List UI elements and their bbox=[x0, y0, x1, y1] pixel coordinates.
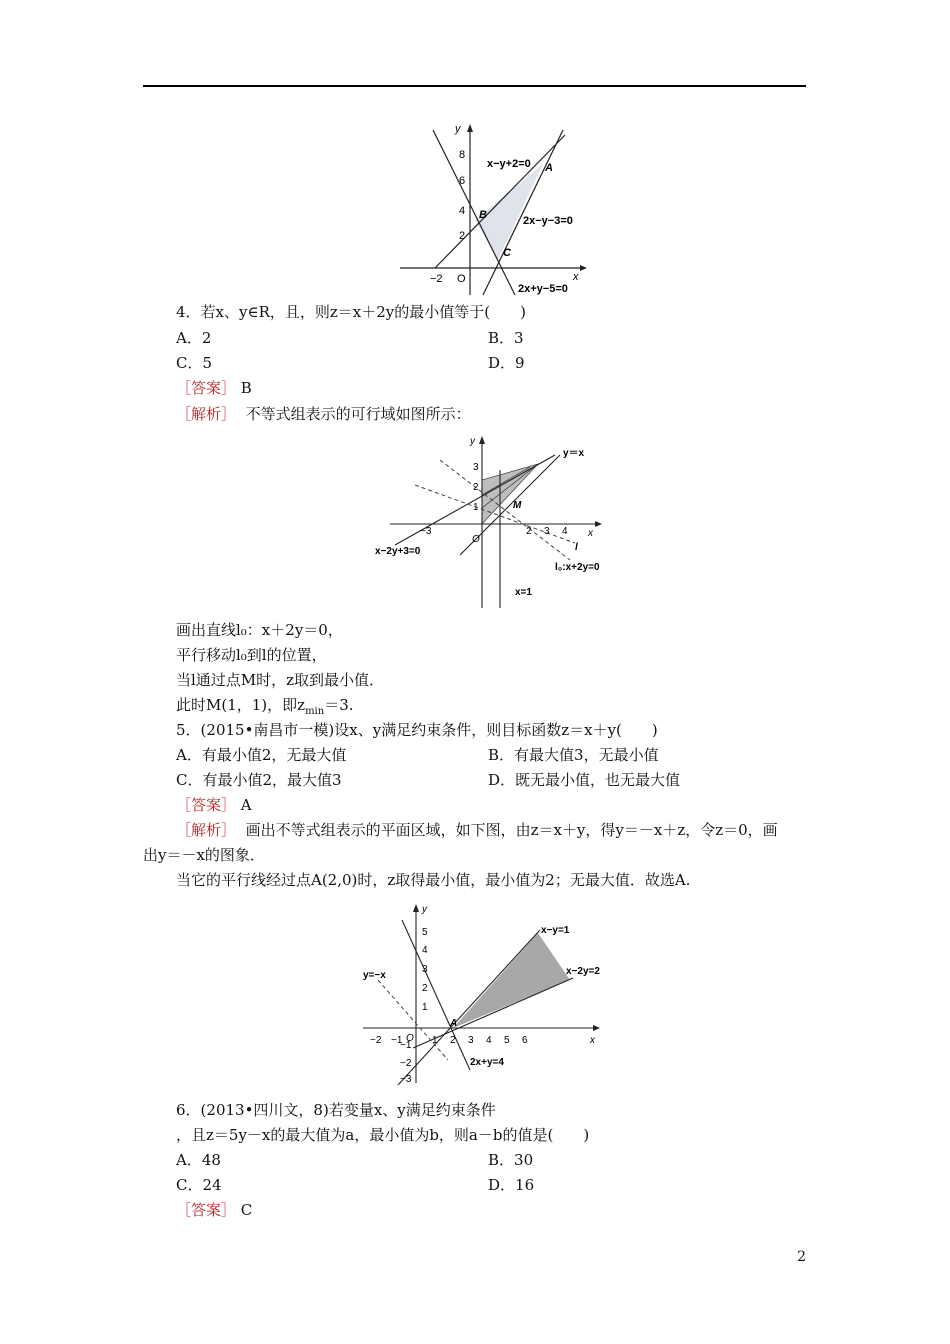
figure-2-feasible-region bbox=[370, 430, 620, 610]
fig3-label-2xy4: 2x+y=4 bbox=[470, 1057, 504, 1068]
q5-analysis-3: 当它的平行线经过点A(2,0)时，z取得最小值，最小值为2；无最大值．故选A. bbox=[176, 871, 691, 889]
fig1-tick-8: 8 bbox=[459, 149, 466, 161]
q6-option-c: C．24 bbox=[176, 1176, 222, 1194]
q5-option-d: D．既无最小值，也无最大值 bbox=[488, 771, 681, 789]
fig3-tick-y4: 4 bbox=[422, 945, 428, 956]
q6-stem-2: ，且z＝5y－x的最大值为a，最小值为b，则a－b的值是( ) bbox=[176, 1126, 590, 1144]
analysis-tag: ［解析］ bbox=[176, 821, 237, 839]
q6-option-d: D．16 bbox=[488, 1176, 535, 1194]
q4-after-4 bbox=[176, 695, 354, 722]
fig3-tick-x-neg2: −2 bbox=[370, 1035, 382, 1046]
fig3-tick-y-neg3: −3 bbox=[400, 1074, 412, 1085]
q5-option-b: B．有最大值3，无最小值 bbox=[488, 746, 659, 764]
fig3-y-label: y bbox=[422, 904, 427, 915]
fig3-tick-x5: 5 bbox=[504, 1035, 510, 1046]
fig3-line-xy1 bbox=[398, 930, 540, 1085]
fig2-label-l: l bbox=[575, 542, 578, 553]
answer-value: C bbox=[240, 1201, 253, 1219]
answer-value: B bbox=[240, 379, 252, 397]
q6-option-b: B．30 bbox=[488, 1151, 534, 1169]
q4-answer bbox=[176, 378, 252, 398]
q5-analysis-1 bbox=[176, 820, 778, 840]
fig2-origin: O bbox=[472, 534, 480, 545]
fig3-label-ynx: y=−x bbox=[363, 970, 386, 981]
fig3-label-x2y2: x−2y=2 bbox=[566, 966, 600, 977]
fig1-tick-2: 2 bbox=[459, 230, 466, 242]
q5-analysis-2: 出y＝－x的图象． bbox=[143, 846, 265, 864]
header-rule bbox=[143, 85, 806, 87]
fig1-tick-neg2: −2 bbox=[430, 273, 443, 285]
fig3-tick-x6: 6 bbox=[522, 1035, 528, 1046]
fig2-y-arrow bbox=[479, 436, 485, 444]
fig1-point-B: B bbox=[479, 209, 487, 221]
fig1-tick-4: 4 bbox=[459, 205, 466, 217]
fig2-tick-x4: 4 bbox=[562, 526, 568, 537]
fig2-label-x1: x=1 bbox=[515, 587, 532, 598]
fig3-tick-x1: 1 bbox=[432, 1035, 438, 1046]
fig2-y-label: y bbox=[470, 436, 475, 447]
fig1-label-l3: 2x+y−5=0 bbox=[518, 283, 568, 295]
q6-option-a: A．48 bbox=[176, 1151, 221, 1169]
fig1-origin: O bbox=[457, 273, 466, 285]
page-number: 2 bbox=[797, 1249, 806, 1265]
answer-tag: ［答案］ bbox=[176, 379, 237, 397]
fig3-tick-x-neg1: −1 bbox=[391, 1035, 403, 1046]
q4-stem: 4．若x、y∈R，且，则z＝x＋2y的最小值等于( ) bbox=[176, 303, 526, 321]
fig3-tick-y-neg2: −2 bbox=[400, 1058, 412, 1069]
fig3-tick-y-neg1: −1 bbox=[400, 1040, 412, 1051]
fig3-label-xy1: x−y=1 bbox=[541, 925, 570, 936]
q5-stem: 5．(2015•南昌市一模)设x、y满足约束条件，则目标函数z＝x＋y( ) bbox=[176, 721, 658, 739]
fig2-label-x2y3: x−2y+3=0 bbox=[375, 546, 421, 557]
q5-option-c: C．有最小值2，最大值3 bbox=[176, 771, 342, 789]
fig2-tick-y2: 2 bbox=[473, 482, 479, 493]
after4-sub: min bbox=[305, 706, 325, 717]
q5-option-a: A．有最小值2，无最大值 bbox=[176, 746, 347, 764]
fig1-x-label: x bbox=[573, 271, 579, 283]
q4-option-c: C．5 bbox=[176, 354, 213, 372]
figure-3-feasible-region bbox=[358, 900, 608, 1085]
fig3-tick-y1: 1 bbox=[422, 1002, 428, 1013]
fig1-point-A: A bbox=[545, 162, 553, 174]
fig2-x-arrow bbox=[595, 521, 602, 527]
fig2-label-l0: l₀:x+2y=0 bbox=[555, 562, 600, 573]
fig3-y-arrow bbox=[413, 904, 419, 912]
fig1-y-label: y bbox=[455, 123, 461, 135]
fig3-tick-y2: 2 bbox=[422, 983, 428, 994]
fig3-origin: O bbox=[406, 1033, 414, 1044]
figure-1-feasible-region bbox=[395, 120, 595, 300]
fig1-point-C: C bbox=[503, 247, 511, 259]
fig2-tick-x2: 2 bbox=[526, 526, 532, 537]
fig3-shaded-region bbox=[453, 933, 570, 1028]
q4-option-b: B．3 bbox=[488, 329, 524, 347]
q4-after-3: 当l通过点M时，z取到最小值． bbox=[176, 671, 385, 689]
after4-end: ＝3. bbox=[324, 696, 354, 714]
fig2-tick-x3: 3 bbox=[544, 526, 550, 537]
fig1-label-l1: x−y+2=0 bbox=[487, 158, 531, 170]
q4-after-1: 画出直线l₀：x＋2y＝0， bbox=[176, 621, 343, 639]
q4-after-2: 平行移动l₀到l的位置， bbox=[176, 646, 327, 664]
q5-answer bbox=[176, 795, 252, 815]
after4-text: 此时M(1，1)，即z bbox=[176, 696, 306, 714]
fig3-tick-y5: 5 bbox=[422, 927, 428, 938]
fig1-y-arrow bbox=[467, 124, 473, 132]
q4-analysis bbox=[176, 404, 471, 424]
fig3-tick-x2: 2 bbox=[450, 1035, 456, 1046]
fig3-point-A: A bbox=[450, 1018, 458, 1029]
fig2-label-yx: y＝x bbox=[563, 448, 585, 459]
fig1-tick-6: 6 bbox=[459, 175, 466, 187]
fig3-line-2xy4 bbox=[402, 920, 470, 1070]
fig3-x-label: x bbox=[590, 1035, 595, 1046]
analysis-text: 画出不等式组表示的平面区域，如下图，由z＝x＋y，得y＝－x＋z，令z＝0，画 bbox=[245, 821, 778, 839]
fig2-tick-y3: 3 bbox=[473, 462, 479, 473]
fig3-tick-x3: 3 bbox=[468, 1035, 474, 1046]
fig2-tick-x-neg3: −3 bbox=[420, 526, 432, 537]
analysis-tag: ［解析］ bbox=[176, 405, 237, 423]
fig3-x-arrow bbox=[593, 1025, 600, 1031]
fig2-point-M: M bbox=[513, 500, 522, 511]
fig3-tick-x4: 4 bbox=[486, 1035, 492, 1046]
analysis-text: 不等式组表示的可行域如图所示： bbox=[245, 405, 471, 423]
fig1-label-l2: 2x−y−3=0 bbox=[523, 215, 573, 227]
q6-answer bbox=[176, 1200, 252, 1220]
q4-option-d: D．9 bbox=[488, 354, 525, 372]
fig3-tick-y3: 3 bbox=[422, 964, 428, 975]
answer-tag: ［答案］ bbox=[176, 1201, 237, 1219]
fig2-x-label: x bbox=[588, 528, 593, 539]
answer-tag: ［答案］ bbox=[176, 796, 237, 814]
fig1-x-arrow bbox=[580, 265, 587, 271]
q6-stem-1: 6．(2013•四川文，8)若变量x、y满足约束条件 bbox=[176, 1101, 496, 1119]
fig2-tick-y1: 1 bbox=[473, 502, 479, 513]
q4-option-a: A．2 bbox=[176, 329, 212, 347]
fig2-hatched-region bbox=[482, 464, 538, 524]
answer-value: A bbox=[240, 796, 252, 814]
